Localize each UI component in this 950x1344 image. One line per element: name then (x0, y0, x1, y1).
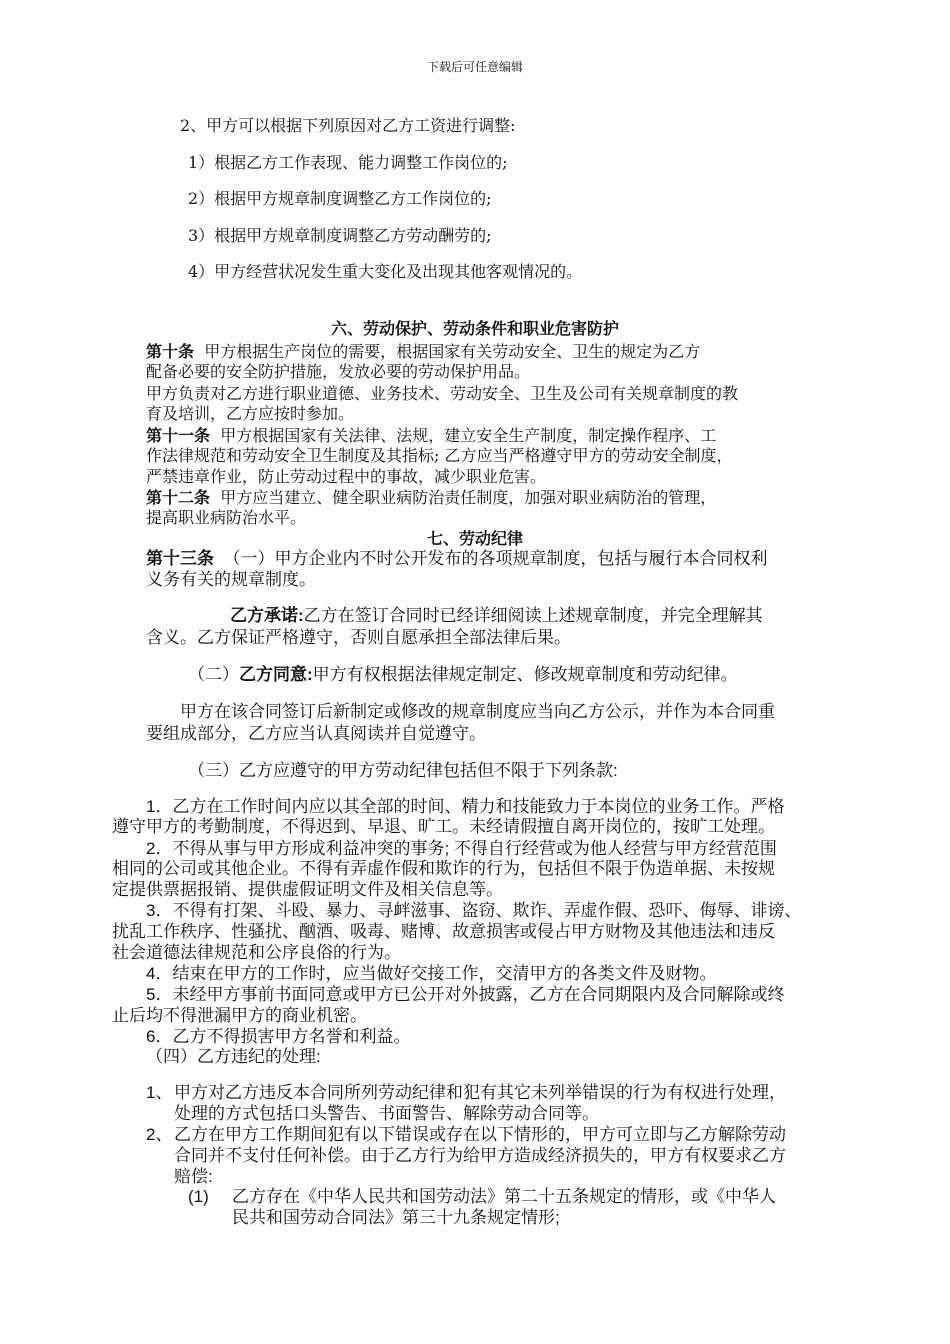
article-13 (146, 548, 767, 570)
list-item: 3）根据甲方规章制度调整乙方劳动酬劳的; (188, 226, 492, 245)
paragraph-wage-adjust: 2、甲方可以根据下列原因对乙方工资进行调整: (180, 116, 516, 135)
violation-text: 处理的方式包括口头警告、书面警告、解除劳动合同等。 (174, 1104, 599, 1123)
rule-item: 6．乙方不得损害甲方名誉和利益。 (146, 1027, 411, 1046)
sub-item-num: (1) (188, 1187, 209, 1206)
promise-text: 含义。乙方保证严格遵守，否则自愿承担全部法律后果。 (146, 628, 571, 647)
sub-item-text: 乙方存在《中华人民共和国劳动法》第二十五条规定的情形，或《中华人 (232, 1187, 776, 1206)
promise-paragraph (230, 605, 763, 627)
promise-label: 乙方承诺: (230, 606, 304, 625)
rule-item: 定提供票据报销、提供虚假证明文件及相关信息等。 (112, 880, 503, 899)
paragraph-training: 育及培训，乙方应按时参加。 (146, 404, 355, 423)
agree-text: 甲方有权根据法律规定制定、修改规章制度和劳动纪律。 (312, 665, 738, 684)
agree-prefix: （二） (188, 665, 239, 684)
list-item: 2）根据甲方规章制度调整乙方工作岗位的; (188, 189, 492, 208)
article-12 (146, 487, 716, 509)
violation-title: （四）乙方违纪的处理: (146, 1047, 321, 1066)
article-10 (146, 341, 700, 363)
article-text: 作法律规范和劳动安全卫生制度及其指标; 乙方应当严格遵守甲方的劳动安全制度， (146, 446, 733, 465)
article-label: 第十三条 (146, 549, 214, 568)
article-label: 第十条 (146, 342, 195, 361)
violation-num: 1、 (146, 1083, 173, 1102)
violation-text: 乙方在甲方工作期间犯有以下错误或存在以下情形的，甲方可立即与乙方解除劳动 (174, 1125, 786, 1144)
violation-text: 赔偿: (174, 1167, 213, 1186)
notice-paragraph: 甲方在该合同签订后新制定或修改的规章制度应当向乙方公示，并作为本合同重 (180, 702, 775, 721)
rule-item: 2．不得从事与甲方形成利益冲突的事务; 不得自行经营或为他人经营与甲方经营范围 (146, 839, 777, 858)
rule-item: 扰乱工作秩序、性骚扰、酗酒、吸毒、赌博、故意损害或侵占甲方财物及其他违法和违反 (112, 922, 775, 941)
violation-text: 甲方对乙方违反本合同所列劳动纪律和犯有其它未列举错误的行为有权进行处理， (174, 1083, 786, 1102)
rule-item: 3．不得有打架、斗殴、暴力、寻衅滋事、盗窃、欺诈、弄虚作假、恐吓、侮辱、诽谤、 (146, 901, 802, 920)
list-item: 1）根据乙方工作表现、能力调整工作岗位的; (188, 153, 508, 172)
list-item: 4）甲方经营状况发生重大变化及出现其他客观情况的。 (188, 262, 583, 281)
sub-item-text: 民共和国劳动合同法》第三十九条规定情形; (232, 1208, 560, 1227)
rule-item: 5．未经甲方事前书面同意或甲方已公开对外披露，乙方在合同期限内及合同解除或终 (146, 985, 785, 1004)
article-11 (146, 425, 716, 447)
article-text: 甲方根据生产岗位的需要，根据国家有关劳动安全、卫生的规定为乙方 (204, 342, 701, 361)
rule-item: 4．结束在甲方的工作时，应当做好交接工作，交清甲方的各类文件及财物。 (146, 964, 717, 983)
paragraph-training: 甲方负责对乙方进行职业道德、业务技术、劳动安全、卫生及公司有关规章制度的教 (146, 384, 739, 403)
article-text: 甲方根据国家有关法律、法规，建立安全生产制度，制定操作程序、工 (220, 426, 717, 445)
rule-item: 相同的公司或其他企业。不得有弄虚作假和欺诈的行为，包括但不限于伪造单据、未按规 (112, 859, 775, 878)
article-text: 甲方应当建立、健全职业病防治责任制度，加强对职业病防治的管理， (220, 488, 717, 507)
rule-item: 1．乙方在工作时间内应以其全部的时间、精力和技能致力于本岗位的业务工作。严格 (146, 797, 785, 816)
article-text: （一）甲方企业内不时公开发布的各项规章制度，包括与履行本合同权利 (223, 549, 768, 568)
article-label: 第十一条 (146, 426, 211, 445)
article-text: 提高职业病防治水平。 (146, 508, 307, 527)
violation-num: 2、 (146, 1125, 173, 1144)
section-heading: 七、劳动纪律 (426, 529, 523, 548)
article-text: 义务有关的规章制度。 (146, 570, 316, 589)
promise-text: 乙方在签订合同时已经详细阅读上述规章制度，并完全理解其 (303, 606, 763, 625)
rules-title: （三）乙方应遵守的甲方劳动纪律包括但不限于下列条款: (188, 761, 618, 780)
violation-text: 合同并不支付任何补偿。由于乙方行为给甲方造成经济损失的，甲方有权要求乙方 (174, 1146, 786, 1165)
rule-item: 社会道德法律规范和公序良俗的行为。 (112, 943, 401, 962)
rule-item: 遵守甲方的考勤制度，不得迟到、早退、旷工。未经请假擅自离开岗位的，按旷工处理。 (112, 817, 775, 836)
rule-item: 止后均不得泄漏甲方的商业机密。 (112, 1006, 367, 1025)
article-label: 第十二条 (146, 488, 211, 507)
page-header: 下载后可任意编辑 (426, 60, 523, 74)
article-text: 严禁违章作业，防止劳动过程中的事故，减少职业危害。 (146, 467, 547, 486)
section-heading: 六、劳动保护、劳动条件和职业危害防护 (330, 319, 619, 338)
agree-paragraph (188, 664, 738, 686)
article-text: 配备必要的安全防护措施，发放必要的劳动保护用品。 (146, 362, 531, 381)
notice-paragraph: 要组成部分，乙方应当认真阅读并自觉遵守。 (146, 724, 486, 743)
agree-label: 乙方同意: (239, 665, 313, 684)
